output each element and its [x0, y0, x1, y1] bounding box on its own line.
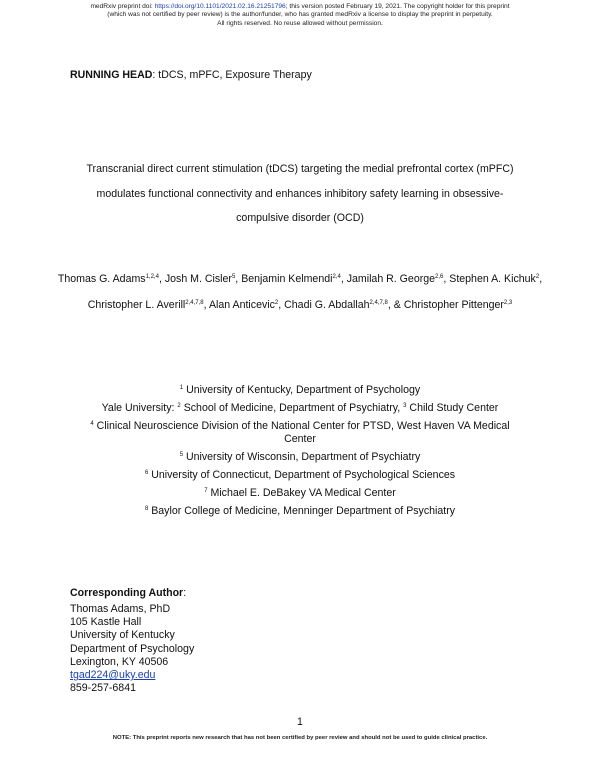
author-name: Benjamin Kelmendi — [241, 273, 333, 285]
contact-address-line: Department of Psychology — [70, 642, 195, 655]
affiliation-8: $^8$ Baylor College of Medicine, Menninger Department of Psychiatry — [144, 505, 456, 517]
author-affil-marker: 5 — [231, 274, 236, 280]
author-name: Thomas G. Adams — [57, 273, 146, 285]
author-affil-marker: 2,3 — [503, 300, 513, 306]
affiliation-4: $^4$ Clinical Neuroscience Division of the National Center for PTSD, West Haven VA Medical Center — [90, 420, 510, 445]
contact-address-line: Lexington, KY 40506 — [70, 655, 169, 668]
preprint-footer-note: NOTE: This preprint reports new research that has not been certified by peer review and should not be used to guide clinical practice. — [112, 735, 488, 741]
author-name: Jamilah R. George — [346, 273, 436, 285]
author-affil-marker: 2 — [535, 274, 540, 280]
paper-title — [60, 157, 540, 231]
preprint-header-line3: All rights reserved. No reuse allowed without permission. — [217, 19, 383, 27]
affiliation-7: $^7$ Michael E. DeBakey VA Medical Center — [204, 487, 396, 499]
preprint-header-line2: (which was not certified by peer review) is the author/funder, who has granted medRxiv a license to display the preprint in perpetuity. — [107, 11, 493, 19]
affiliation-1: $^1$ University of Kentucky, Department of Psychology — [179, 384, 421, 396]
affiliation-5: $^5$ University of Wisconsin, Department of Psychiatry — [179, 451, 421, 463]
contact-address-line: University of Kentucky — [70, 629, 175, 642]
author-affil-marker: 2,4,7,8 — [369, 300, 388, 306]
corresponding-author-heading: Corresponding Author: — [70, 587, 187, 599]
contact-phone: 859-257-6841 — [70, 682, 136, 695]
author-affil-marker: 2,4 — [332, 274, 341, 280]
affiliation-6: $^6$ University of Connecticut, Department of Psychological Sciences — [144, 469, 456, 481]
running-head — [70, 69, 312, 81]
author-list: Thomas G. Adams$^{1,2,4}$, Josh M. Cisler$^5$, Benjamin Kelmendi$^{2,4}$, Jamilah R. George$^{2,6}$, Stephen A. Kichuk$^2$, Christopher L. Averill$^{2,4,7,8}$, Alan Anticevic$^2$, Chadi G. Abdallah$^{2,4,7,8}$, & Christopher Pittenger$^{2,3}$ — [57, 273, 543, 311]
running-head-label: RUNNING HEAD — [70, 69, 153, 81]
running-head-text: : tDCS, mPFC, Exposure Therapy — [152, 69, 312, 81]
preprint-header-line1: medRxiv preprint doi: https://doi.org/10.1101/2021.02.16.21251796; this version posted February 19, 2021. The copyright holder for this preprint — [90, 3, 510, 10]
contact-email-link[interactable]: tgad224@uky.edu — [70, 669, 156, 682]
author-name: Christopher L. Averill — [87, 299, 186, 311]
author-name: Chadi G. Abdallah — [284, 299, 370, 311]
author-affil-marker: 2 — [274, 300, 279, 306]
author-name: Stephen A. Kichuk — [449, 273, 536, 285]
doi-link[interactable]: https://doi.org/10.1101/2021.02.16.21251796 — [154, 3, 286, 10]
corresponding-author-block — [70, 603, 370, 695]
contact-name: Thomas Adams, PhD — [70, 603, 171, 615]
contact-address-line: 105 Kastle Hall — [70, 616, 142, 629]
author-affil-marker: 2,4,7,8 — [185, 300, 204, 306]
author-name: Christopher Pittenger — [403, 299, 504, 311]
title-line: Transcranial direct current stimulation (tDCS) targeting the medial prefrontal cortex (mPFC) — [86, 163, 514, 175]
author-name: Josh M. Cisler — [164, 273, 232, 285]
title-line: modulates functional connectivity and enhances inhibitory safety learning in obsessive- — [96, 187, 504, 200]
author-affil-marker: 1,2,4 — [145, 274, 159, 280]
preprint-header — [0, 3, 600, 28]
affiliation-2-3: Yale University: $^2$ School of Medicine, Department of Psychiatry, $^3$ Child Study Center — [101, 402, 499, 414]
title-line: compulsive disorder (OCD) — [236, 212, 364, 224]
page-number: 1 — [297, 716, 303, 728]
author-affil-marker: 2,6 — [435, 274, 444, 280]
author-name: Alan Anticevic — [208, 299, 275, 311]
